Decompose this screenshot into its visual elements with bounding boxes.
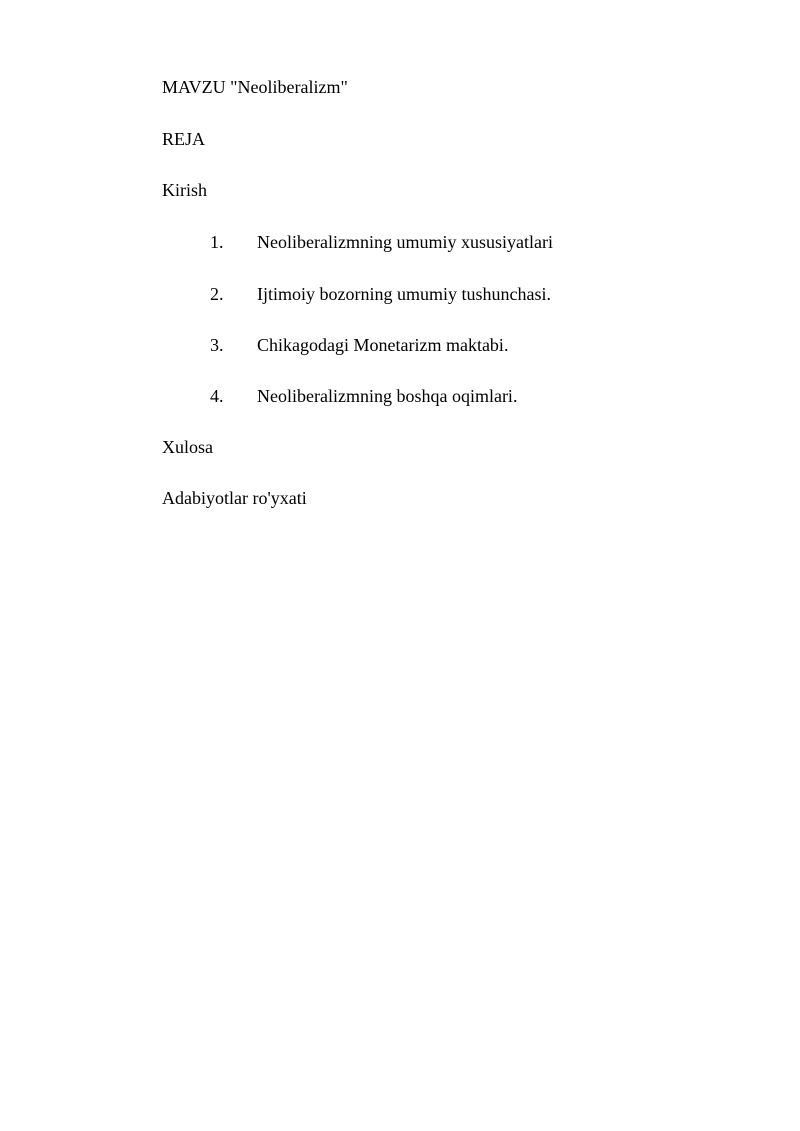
list-item-text: Chikagodagi Monetarizm maktabi. [257,335,509,355]
list-item [210,385,517,407]
list-item-text: Neoliberalizmning boshqa oqimlari. [257,386,518,406]
conclusion-label: Xulosa [162,437,213,457]
references-label: Adabiyotlar ro'yxati [162,488,307,508]
intro-label: Kirish [162,180,207,200]
list-item-number: 2. [210,284,224,304]
list-item-number: 1. [210,232,224,252]
topic-title: MAVZU "Neoliberalizm" [162,77,348,97]
list-item-text: Neoliberalizmning umumiy xususiyatlari [257,232,553,252]
list-item-number: 4. [210,386,224,406]
plan-heading: REJA [162,129,206,149]
list-item [210,283,551,305]
list-item [210,334,508,356]
list-item-text: Ijtimoiy bozorning umumiy tushunchasi. [257,284,551,304]
list-item [210,231,553,253]
list-item-number: 3. [210,335,224,355]
